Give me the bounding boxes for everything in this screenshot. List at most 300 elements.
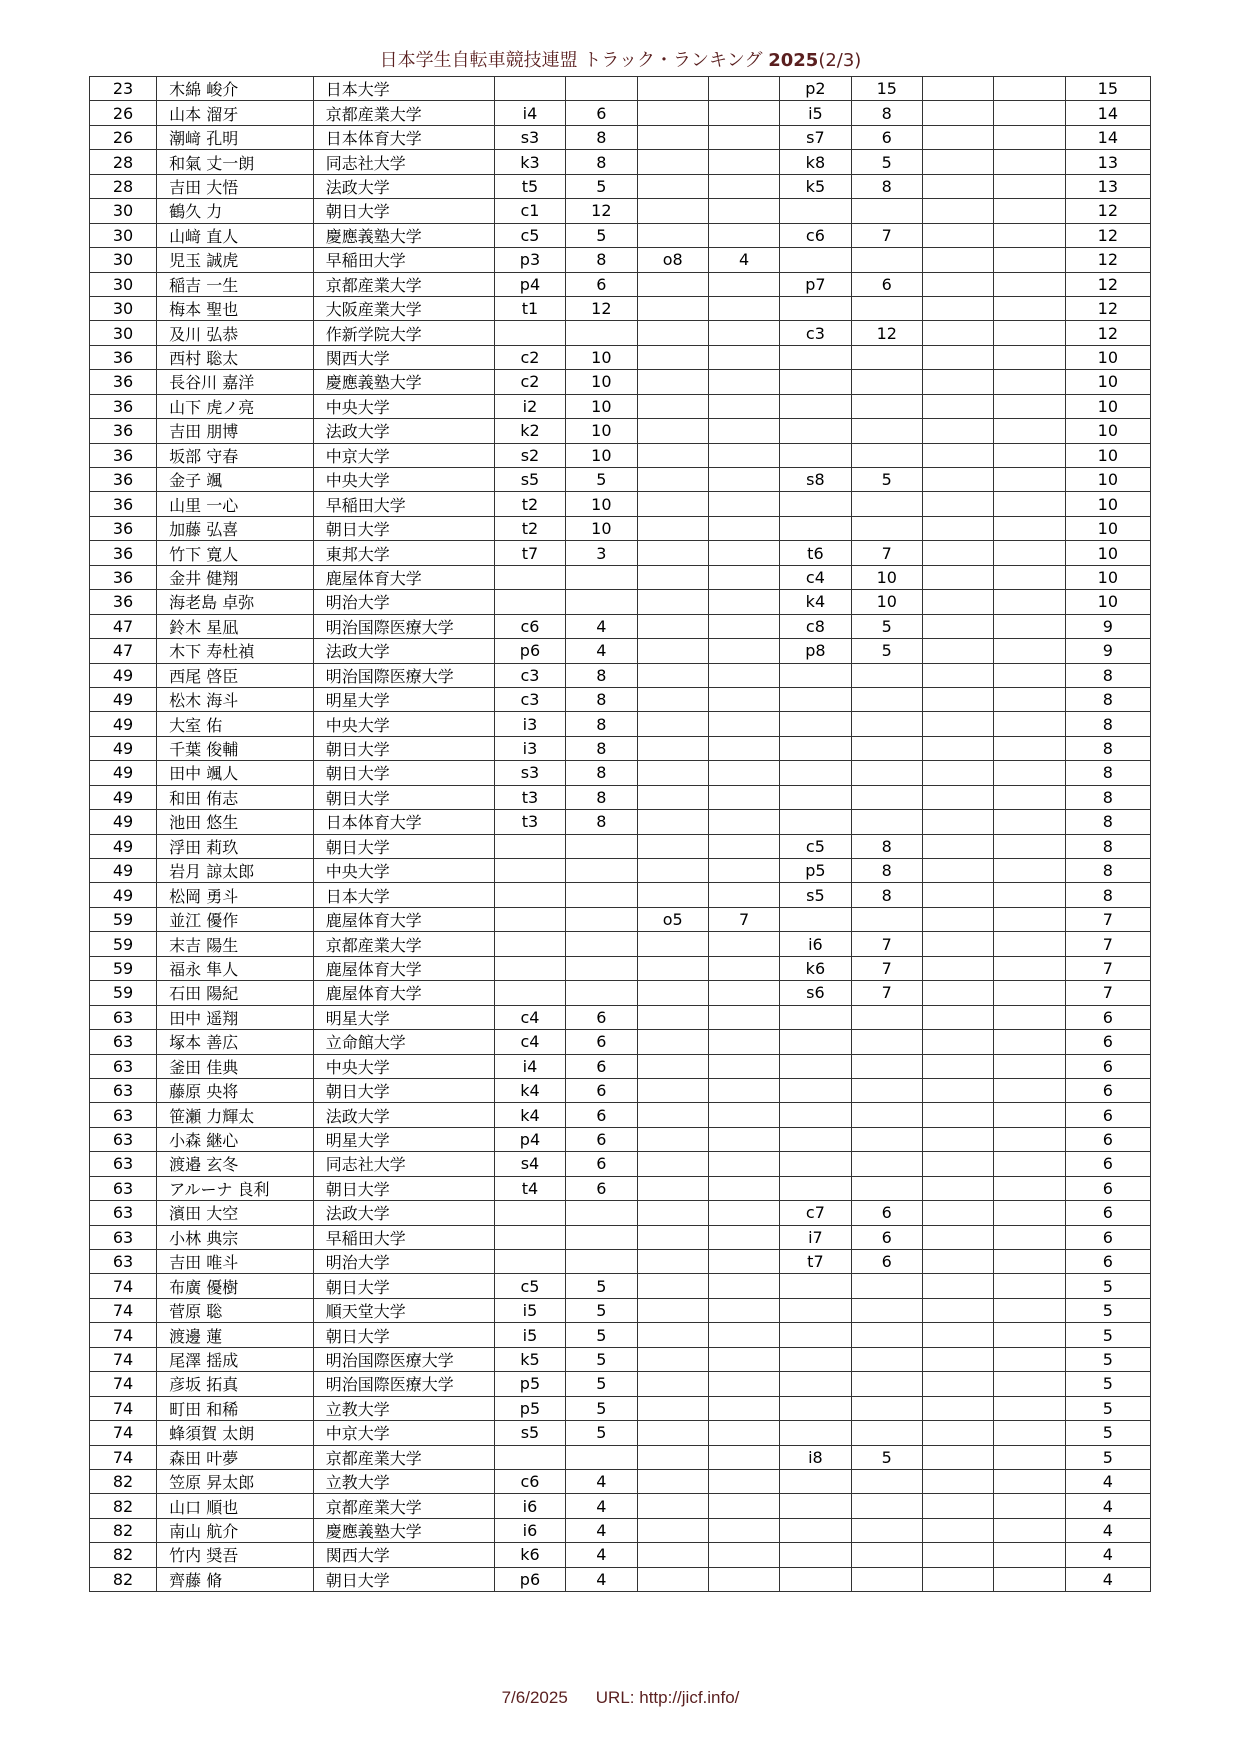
rank-cell: 49 [90, 712, 157, 736]
university-cell: 東邦大学 [313, 541, 494, 565]
event3-code-cell [780, 345, 851, 369]
event4-points-cell [994, 248, 1065, 272]
rank-cell: 59 [90, 956, 157, 980]
rank-cell: 30 [90, 296, 157, 320]
event1-points-cell: 10 [566, 516, 637, 540]
event1-code-cell: k4 [494, 1103, 565, 1127]
event4-code-cell [922, 223, 993, 247]
total-points-cell: 12 [1065, 272, 1150, 296]
rank-cell: 74 [90, 1372, 157, 1396]
total-points-cell: 10 [1065, 516, 1150, 540]
event2-points-cell [708, 199, 779, 223]
event4-points-cell [994, 516, 1065, 540]
event4-points-cell [994, 1005, 1065, 1029]
event1-code-cell: c3 [494, 663, 565, 687]
event2-code-cell [637, 956, 708, 980]
event2-points-cell [708, 370, 779, 394]
event2-code-cell [637, 1372, 708, 1396]
university-cell: 中京大学 [313, 443, 494, 467]
event1-points-cell [566, 1445, 637, 1469]
name-cell: 西尾 啓臣 [157, 663, 314, 687]
university-cell: 鹿屋体育大学 [313, 956, 494, 980]
event3-points-cell [851, 907, 922, 931]
event1-points-cell [566, 590, 637, 614]
event3-code-cell [780, 394, 851, 418]
event2-points-cell [708, 932, 779, 956]
event1-code-cell: p5 [494, 1396, 565, 1420]
event1-code-cell: t4 [494, 1176, 565, 1200]
event2-points-cell [708, 516, 779, 540]
event2-points-cell [708, 590, 779, 614]
event4-code-cell [922, 1421, 993, 1445]
event4-points-cell [994, 834, 1065, 858]
event1-points-cell: 8 [566, 687, 637, 711]
event4-points-cell [994, 1494, 1065, 1518]
page-footer [0, 1688, 1241, 1708]
event1-code-cell: t5 [494, 174, 565, 198]
event4-code-cell [922, 150, 993, 174]
event2-points-cell [708, 981, 779, 1005]
total-points-cell: 12 [1065, 223, 1150, 247]
event2-code-cell [637, 883, 708, 907]
total-points-cell: 4 [1065, 1567, 1150, 1591]
rank-cell: 30 [90, 199, 157, 223]
event3-points-cell: 8 [851, 834, 922, 858]
rank-cell: 36 [90, 516, 157, 540]
name-cell: 和田 侑志 [157, 785, 314, 809]
total-points-cell: 8 [1065, 736, 1150, 760]
event2-points-cell [708, 1372, 779, 1396]
event1-points-cell: 5 [566, 468, 637, 492]
event1-code-cell: c2 [494, 345, 565, 369]
total-points-cell: 5 [1065, 1445, 1150, 1469]
title-year: 2025 [768, 50, 819, 71]
event1-points-cell [566, 956, 637, 980]
event3-code-cell [780, 1396, 851, 1420]
university-cell: 中央大学 [313, 394, 494, 418]
name-cell: 南山 航介 [157, 1518, 314, 1542]
event4-code-cell [922, 590, 993, 614]
event4-code-cell [922, 1250, 993, 1274]
event3-points-cell [851, 810, 922, 834]
event1-code-cell: i3 [494, 736, 565, 760]
event1-points-cell: 10 [566, 443, 637, 467]
event3-points-cell: 6 [851, 1225, 922, 1249]
event2-code-cell [637, 1103, 708, 1127]
university-cell: 日本体育大学 [313, 810, 494, 834]
name-cell: 加藤 弘喜 [157, 516, 314, 540]
university-cell: 京都産業大学 [313, 1445, 494, 1469]
event1-points-cell: 6 [566, 1103, 637, 1127]
rank-cell: 63 [90, 1005, 157, 1029]
event4-code-cell [922, 248, 993, 272]
event3-code-cell: i6 [780, 932, 851, 956]
event1-code-cell: s5 [494, 1421, 565, 1445]
event1-code-cell [494, 883, 565, 907]
event3-points-cell: 7 [851, 981, 922, 1005]
event2-code-cell [637, 1078, 708, 1102]
university-cell: 明星大学 [313, 1127, 494, 1151]
event1-code-cell: s5 [494, 468, 565, 492]
rank-cell: 26 [90, 101, 157, 125]
event2-points-cell [708, 419, 779, 443]
event1-points-cell: 6 [566, 272, 637, 296]
event4-code-cell [922, 443, 993, 467]
event1-code-cell [494, 859, 565, 883]
event3-points-cell: 7 [851, 932, 922, 956]
event1-code-cell: i6 [494, 1494, 565, 1518]
event4-code-cell [922, 1543, 993, 1567]
event2-points-cell [708, 712, 779, 736]
event2-code-cell [637, 370, 708, 394]
event3-code-cell [780, 1127, 851, 1151]
event2-code-cell [637, 272, 708, 296]
event4-code-cell [922, 981, 993, 1005]
event4-code-cell [922, 1274, 993, 1298]
event2-points-cell [708, 956, 779, 980]
event1-points-cell: 6 [566, 1176, 637, 1200]
total-points-cell: 6 [1065, 1005, 1150, 1029]
event2-code-cell [637, 150, 708, 174]
event4-code-cell [922, 1347, 993, 1371]
total-points-cell: 8 [1065, 663, 1150, 687]
event3-points-cell [851, 516, 922, 540]
event4-code-cell [922, 272, 993, 296]
event3-points-cell [851, 345, 922, 369]
event4-points-cell [994, 370, 1065, 394]
event2-code-cell [637, 1250, 708, 1274]
event2-code-cell [637, 663, 708, 687]
rank-cell: 47 [90, 639, 157, 663]
event2-code-cell [637, 1567, 708, 1591]
event4-code-cell [922, 663, 993, 687]
university-cell: 法政大学 [313, 174, 494, 198]
rank-cell: 36 [90, 419, 157, 443]
event4-code-cell [922, 761, 993, 785]
rank-cell: 63 [90, 1030, 157, 1054]
event3-points-cell [851, 712, 922, 736]
event3-code-cell [780, 1298, 851, 1322]
table-row [90, 199, 1151, 223]
ranking-table-body [90, 77, 1151, 1592]
university-cell: 朝日大学 [313, 1078, 494, 1102]
event4-points-cell [994, 883, 1065, 907]
event4-code-cell [922, 1005, 993, 1029]
event1-code-cell: p4 [494, 1127, 565, 1151]
event4-points-cell [994, 1445, 1065, 1469]
event1-code-cell [494, 1225, 565, 1249]
event1-code-cell: k5 [494, 1347, 565, 1371]
event2-code-cell [637, 199, 708, 223]
total-points-cell: 4 [1065, 1518, 1150, 1542]
event4-points-cell [994, 1030, 1065, 1054]
event4-points-cell [994, 687, 1065, 711]
total-points-cell: 6 [1065, 1103, 1150, 1127]
event1-points-cell: 5 [566, 1421, 637, 1445]
event1-points-cell: 10 [566, 370, 637, 394]
event1-points-cell: 6 [566, 1078, 637, 1102]
university-cell: 大阪産業大学 [313, 296, 494, 320]
event3-points-cell [851, 492, 922, 516]
event4-points-cell [994, 1250, 1065, 1274]
event3-points-cell: 5 [851, 468, 922, 492]
total-points-cell: 4 [1065, 1543, 1150, 1567]
event1-points-cell: 12 [566, 296, 637, 320]
event1-points-cell [566, 565, 637, 589]
event3-code-cell [780, 492, 851, 516]
event4-code-cell [922, 1494, 993, 1518]
rank-cell: 36 [90, 394, 157, 418]
event3-points-cell: 7 [851, 223, 922, 247]
event2-code-cell [637, 468, 708, 492]
event4-code-cell [922, 492, 993, 516]
event4-points-cell [994, 199, 1065, 223]
university-cell: 朝日大学 [313, 199, 494, 223]
name-cell: 梅本 聖也 [157, 296, 314, 320]
event1-code-cell: i3 [494, 712, 565, 736]
event4-points-cell [994, 1396, 1065, 1420]
university-cell: 早稲田大学 [313, 248, 494, 272]
name-cell: 尾澤 揺成 [157, 1347, 314, 1371]
event3-code-cell: c6 [780, 223, 851, 247]
event4-points-cell [994, 1078, 1065, 1102]
event3-points-cell: 8 [851, 883, 922, 907]
event2-points-cell [708, 1078, 779, 1102]
table-row [90, 956, 1151, 980]
event1-points-cell: 8 [566, 761, 637, 785]
event4-points-cell [994, 345, 1065, 369]
event1-points-cell [566, 321, 637, 345]
event3-points-cell: 5 [851, 1445, 922, 1469]
event2-code-cell [637, 1298, 708, 1322]
event3-code-cell: t6 [780, 541, 851, 565]
event3-points-cell [851, 1054, 922, 1078]
university-cell: 鹿屋体育大学 [313, 981, 494, 1005]
total-points-cell: 6 [1065, 1152, 1150, 1176]
total-points-cell: 8 [1065, 785, 1150, 809]
name-cell: 竹下 寛人 [157, 541, 314, 565]
rank-cell: 26 [90, 125, 157, 149]
event2-code-cell [637, 174, 708, 198]
name-cell: 笹瀬 力輝太 [157, 1103, 314, 1127]
name-cell: 金井 健翔 [157, 565, 314, 589]
rank-cell: 49 [90, 736, 157, 760]
table-row [90, 370, 1151, 394]
university-cell: 中央大学 [313, 1054, 494, 1078]
table-row [90, 687, 1151, 711]
event2-code-cell [637, 614, 708, 638]
event2-code-cell [637, 1323, 708, 1347]
event2-points-cell [708, 1005, 779, 1029]
university-cell: 中央大学 [313, 859, 494, 883]
rank-cell: 36 [90, 370, 157, 394]
event1-points-cell [566, 1225, 637, 1249]
event3-code-cell: c4 [780, 565, 851, 589]
rank-cell: 63 [90, 1078, 157, 1102]
total-points-cell: 5 [1065, 1421, 1150, 1445]
event4-code-cell [922, 1445, 993, 1469]
table-row [90, 932, 1151, 956]
event1-code-cell [494, 834, 565, 858]
total-points-cell: 4 [1065, 1494, 1150, 1518]
event4-points-cell [994, 736, 1065, 760]
total-points-cell: 6 [1065, 1201, 1150, 1225]
event2-points-cell [708, 321, 779, 345]
name-cell: アルーナ 良利 [157, 1176, 314, 1200]
event1-code-cell: s4 [494, 1152, 565, 1176]
event2-points-cell: 7 [708, 907, 779, 931]
event4-code-cell [922, 859, 993, 883]
table-row [90, 1225, 1151, 1249]
table-row [90, 125, 1151, 149]
name-cell: 金子 颯 [157, 468, 314, 492]
university-cell: 関西大学 [313, 1543, 494, 1567]
table-row [90, 1030, 1151, 1054]
rank-cell: 36 [90, 565, 157, 589]
event1-points-cell: 4 [566, 1567, 637, 1591]
event2-points-cell [708, 761, 779, 785]
rank-cell: 30 [90, 272, 157, 296]
event4-code-cell [922, 1567, 993, 1591]
event3-code-cell [780, 296, 851, 320]
event2-code-cell [637, 492, 708, 516]
total-points-cell: 5 [1065, 1298, 1150, 1322]
rank-cell: 74 [90, 1323, 157, 1347]
name-cell: 及川 弘恭 [157, 321, 314, 345]
university-cell: 京都産業大学 [313, 272, 494, 296]
event1-points-cell [566, 1250, 637, 1274]
university-cell: 朝日大学 [313, 1567, 494, 1591]
event1-code-cell [494, 321, 565, 345]
event3-points-cell [851, 1078, 922, 1102]
event4-points-cell [994, 785, 1065, 809]
event1-points-cell: 8 [566, 810, 637, 834]
name-cell: 町田 和稀 [157, 1396, 314, 1420]
name-cell: 大室 佑 [157, 712, 314, 736]
name-cell: 吉田 大悟 [157, 174, 314, 198]
name-cell: 吉田 朋博 [157, 419, 314, 443]
event3-points-cell [851, 394, 922, 418]
event3-code-cell: c7 [780, 1201, 851, 1225]
event2-points-cell [708, 125, 779, 149]
event4-points-cell [994, 101, 1065, 125]
event3-code-cell [780, 1078, 851, 1102]
table-row [90, 810, 1151, 834]
rank-cell: 36 [90, 492, 157, 516]
total-points-cell: 7 [1065, 907, 1150, 931]
table-row [90, 174, 1151, 198]
event1-code-cell: t2 [494, 516, 565, 540]
event3-code-cell: c3 [780, 321, 851, 345]
event3-code-cell [780, 1152, 851, 1176]
table-row [90, 907, 1151, 931]
event1-code-cell: c5 [494, 223, 565, 247]
table-row [90, 785, 1151, 809]
event4-code-cell [922, 687, 993, 711]
event3-points-cell: 7 [851, 956, 922, 980]
name-cell: 齊藤 脩 [157, 1567, 314, 1591]
event4-points-cell [994, 125, 1065, 149]
table-row [90, 590, 1151, 614]
university-cell: 日本大学 [313, 883, 494, 907]
event4-code-cell [922, 1469, 993, 1493]
university-cell: 立教大学 [313, 1396, 494, 1420]
university-cell: 京都産業大学 [313, 101, 494, 125]
event3-code-cell [780, 785, 851, 809]
event2-code-cell [637, 712, 708, 736]
event2-code-cell [637, 565, 708, 589]
event4-code-cell [922, 394, 993, 418]
event2-code-cell [637, 687, 708, 711]
table-row [90, 1127, 1151, 1151]
event1-points-cell: 4 [566, 1518, 637, 1542]
event4-code-cell [922, 565, 993, 589]
event2-code-cell [637, 394, 708, 418]
event4-code-cell [922, 321, 993, 345]
event2-points-cell [708, 1396, 779, 1420]
event1-code-cell: k3 [494, 150, 565, 174]
event2-points-cell [708, 1054, 779, 1078]
name-cell: 長谷川 嘉洋 [157, 370, 314, 394]
table-row [90, 761, 1151, 785]
event2-points-cell [708, 1469, 779, 1493]
event3-points-cell: 8 [851, 859, 922, 883]
event2-code-cell [637, 981, 708, 1005]
rank-cell: 49 [90, 859, 157, 883]
university-cell: 中央大学 [313, 712, 494, 736]
event2-code-cell [637, 321, 708, 345]
name-cell: 海老島 卓弥 [157, 590, 314, 614]
university-cell: 同志社大学 [313, 1152, 494, 1176]
event3-points-cell [851, 663, 922, 687]
event1-code-cell [494, 565, 565, 589]
event4-points-cell [994, 1152, 1065, 1176]
total-points-cell: 8 [1065, 687, 1150, 711]
event2-points-cell [708, 492, 779, 516]
total-points-cell: 5 [1065, 1274, 1150, 1298]
event4-code-cell [922, 370, 993, 394]
event1-code-cell: p6 [494, 639, 565, 663]
event2-code-cell [637, 1469, 708, 1493]
university-cell: 鹿屋体育大学 [313, 907, 494, 931]
total-points-cell: 10 [1065, 370, 1150, 394]
event2-code-cell [637, 345, 708, 369]
event2-points-cell [708, 468, 779, 492]
rank-cell: 63 [90, 1201, 157, 1225]
university-cell: 慶應義塾大学 [313, 223, 494, 247]
event1-points-cell: 8 [566, 248, 637, 272]
event3-code-cell [780, 419, 851, 443]
event2-code-cell [637, 1274, 708, 1298]
university-cell: 慶應義塾大学 [313, 370, 494, 394]
event3-code-cell [780, 687, 851, 711]
name-cell: 笠原 昇太郎 [157, 1469, 314, 1493]
event3-points-cell [851, 785, 922, 809]
table-row [90, 394, 1151, 418]
total-points-cell: 12 [1065, 199, 1150, 223]
event2-points-cell [708, 1030, 779, 1054]
event3-points-cell: 6 [851, 1201, 922, 1225]
event1-points-cell: 6 [566, 101, 637, 125]
event3-points-cell [851, 1005, 922, 1029]
rank-cell: 82 [90, 1469, 157, 1493]
event2-points-cell [708, 1445, 779, 1469]
event3-points-cell [851, 1543, 922, 1567]
name-cell: 塚本 善広 [157, 1030, 314, 1054]
table-row [90, 1445, 1151, 1469]
event4-code-cell [922, 1396, 993, 1420]
event2-code-cell [637, 541, 708, 565]
